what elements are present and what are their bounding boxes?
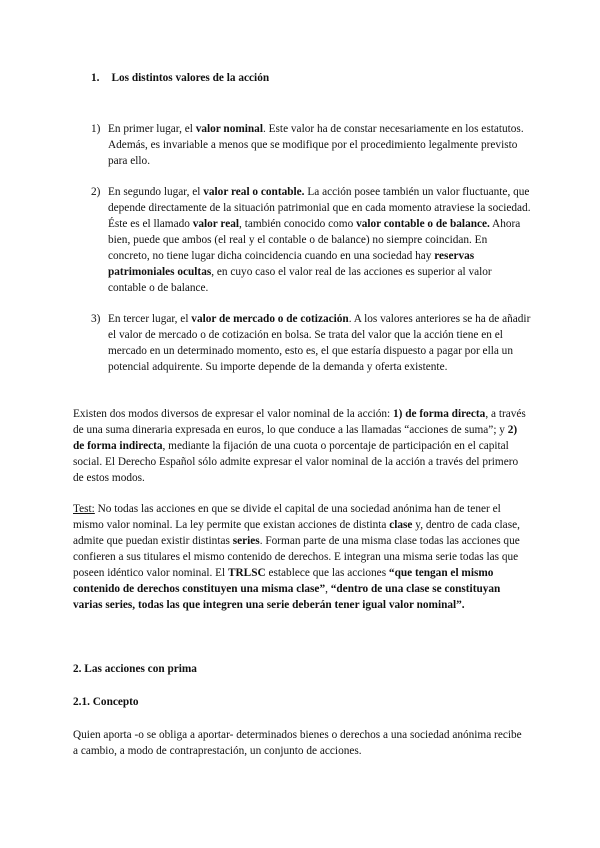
term-valor-mercado: valor de mercado o de cotización: [191, 313, 349, 325]
term-forma-indirecta: 2) de forma indirecta: [73, 424, 518, 452]
list-number: 3): [91, 313, 101, 325]
list-item-valor-nominal: [91, 121, 531, 169]
quote-misma-clase: “que tengan el mismo contenido de derechos constituyen una misma clase”: [73, 567, 494, 595]
term-valor-real: valor real: [192, 218, 240, 230]
term-valor-real-contable: valor real o contable.: [203, 186, 305, 198]
list-item-text: En segundo lugar, el valor real o contable. La acción posee también un valor fluctuante, que depende directamente de la situación patrimonial que en cada momento atraviese la sociedad. Éste es el llamado valor real, también conocido como valor contable o de balance. Ahora bien, puede que ambos (el real y el contable o de balance) no siempre coincidan. En concreto, no tiene lugar dicha coincidencia cuando en una sociedad hay reservas patrimoniales ocultas, en cuyo caso el valor real de las acciones es superior al valor contable o de balance.: [108, 186, 531, 294]
term-forma-directa: 1) de forma directa: [393, 408, 486, 420]
term-clase: clase: [389, 519, 413, 531]
test-paragraph: Test: No todas las acciones en que se divide el capital de una sociedad anónima han de tener el mismo valor nominal. La ley permite que existan acciones de distinta clase y, dentro de cada clase, admite que puedan existir distintas series. Forman parte de una misma clase todas las acciones que confieren a sus titulares el mismo contenido de derechos. E integran una misma serie todas las que poseen idéntico valor nominal. El TRLSC establece que las acciones “que tengan el mismo contenido de derechos constituyen una misma clase”, “dentro de una clase se constituyan varias series, todas las que integren una serie deberán tener igual valor nominal”.: [73, 503, 520, 611]
nominal-value-paragraph: Existen dos modos diversos de expresar el valor nominal de la acción: 1) de forma directa, a través de una suma dineraria expresada en euros, lo que conduce a las llamadas “acciones de suma”; y 2) de forma indirecta, mediante la fijación de una cuota o porcentaje de participación en el capital social. El Derecho Español sólo admite expresar el valor nominal de la acción a través del primero de estos modos.: [73, 408, 526, 484]
section-1-number: 1.: [91, 72, 100, 84]
list-item-valor-real: [91, 184, 531, 296]
section-2-heading: 2. Las acciones con prima: [73, 663, 197, 675]
list-number: 2): [91, 186, 101, 198]
term-reservas-ocultas: reservas patrimoniales ocultas: [108, 250, 475, 278]
term-valor-contable-balance: valor contable o de balance.: [356, 218, 490, 230]
list-item-valor-mercado: [91, 311, 531, 375]
term-series: series: [232, 535, 260, 547]
test-label: Test:: [73, 503, 95, 515]
term-valor-nominal: valor nominal: [195, 123, 263, 135]
section-2-1-heading: 2.1. Concepto: [73, 696, 139, 708]
quote-series-valor-nominal: “dentro de una clase se constituyan varias series, todas las que integren una serie deberán tener igual valor nominal”.: [73, 583, 501, 611]
term-trlsc: TRLSC: [227, 567, 266, 579]
section-1-heading: [91, 70, 269, 86]
list-number: 1): [91, 123, 101, 135]
list-item-text: En primer lugar, el valor nominal. Este valor ha de constar necesariamente en los estatutos. Además, es invariable a menos que se modifique por el procedimiento legalmente previsto para ello.: [108, 123, 524, 167]
list-item-text: En tercer lugar, el valor de mercado o de cotización. A los valores anteriores se ha de añadir el valor de mercado o de cotización en bolsa. Se trata del valor que la acción tiene en el mercado en un determinado momento, esto es, el que estaría dispuesto a pagar por ella un potencial adquirente. Su importe depende de la demanda y oferta existente.: [108, 313, 531, 373]
concept-paragraph: Quien aporta -o se obliga a aportar- determinados bienes o derechos a una sociedad anónima recibe a cambio, a modo de contraprestación, un conjunto de acciones.: [73, 729, 522, 757]
section-1-title: Los distintos valores de la acción: [111, 72, 270, 84]
